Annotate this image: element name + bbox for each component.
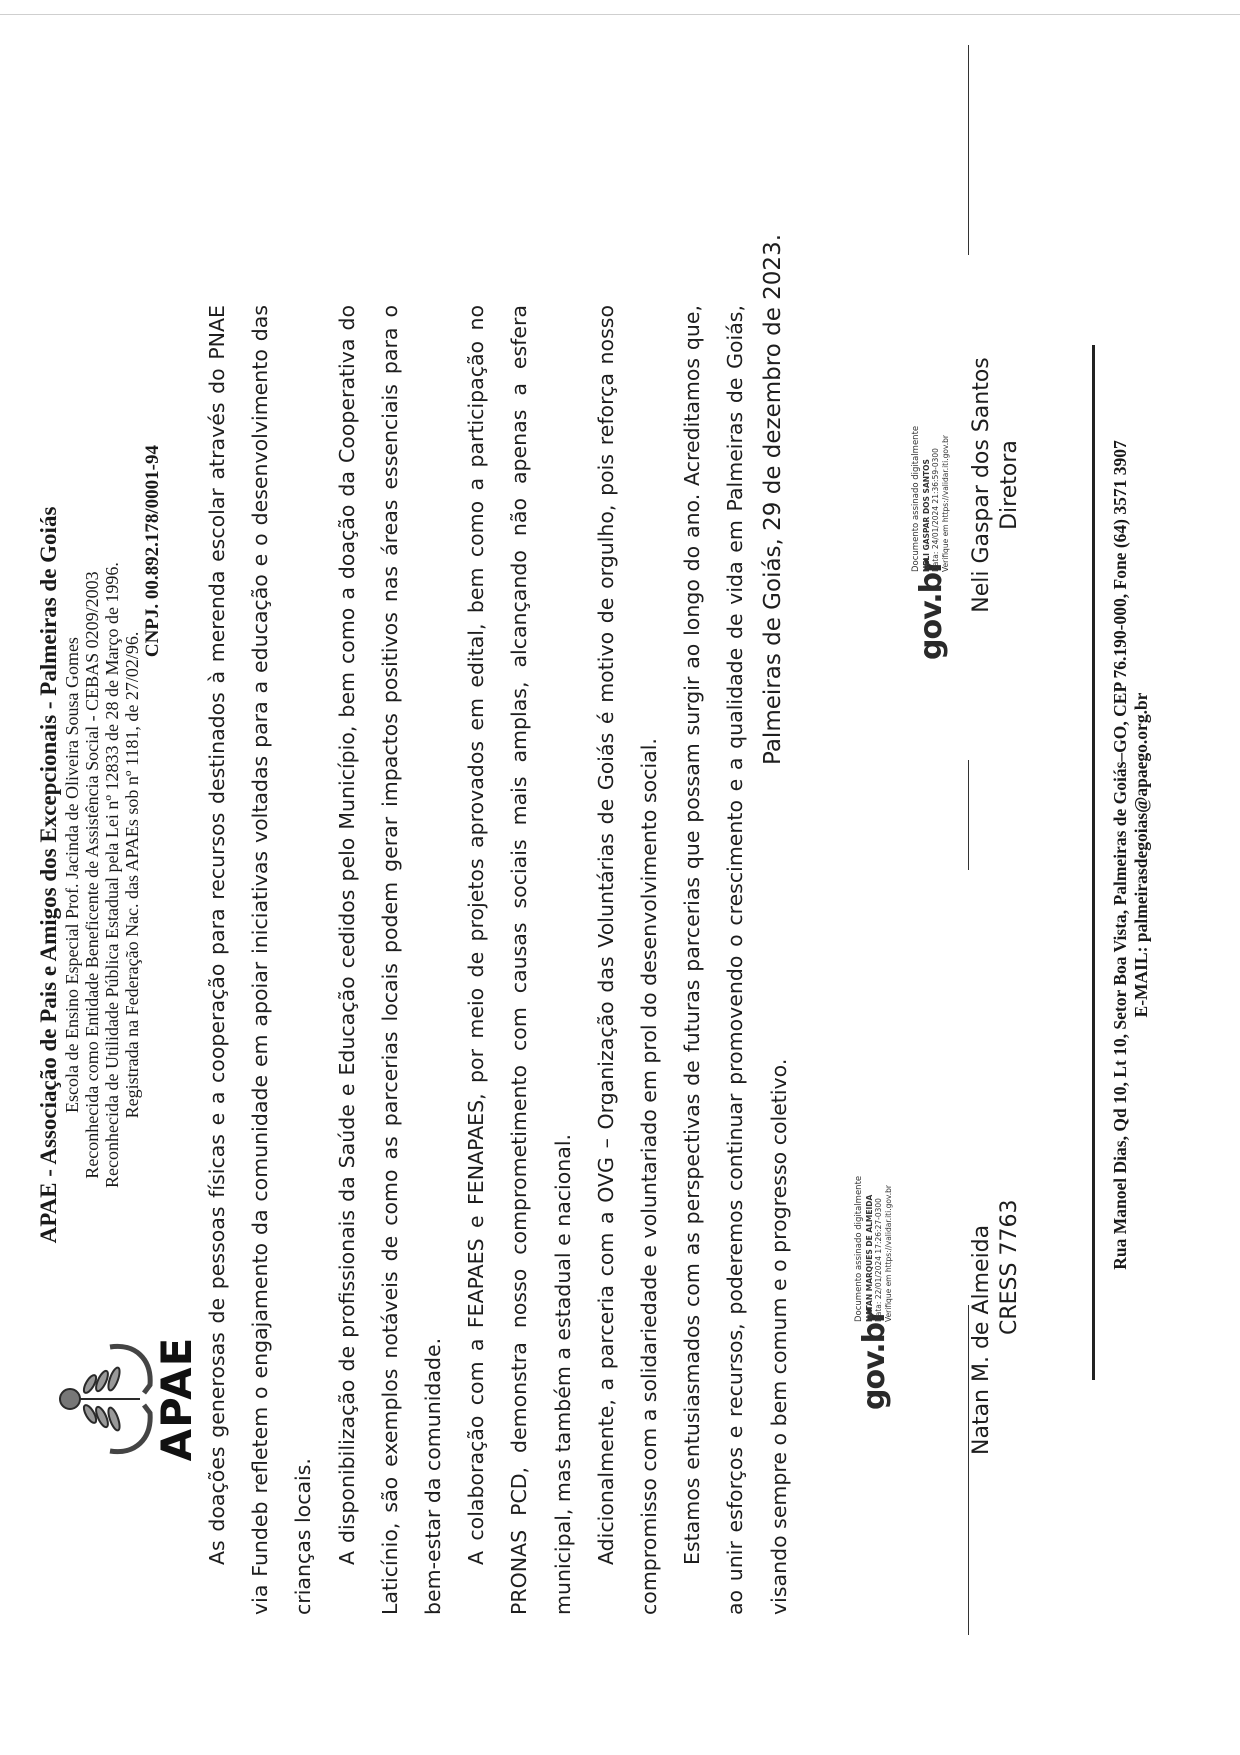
signer-left-block xyxy=(968,1075,1024,1455)
digital-signature-details: Documento assinado digitalmente NATAN MARQUES DE ALMEIDA Data: 22/01/2024 17:26:27-0300 Verifique em https://validar.iti.gov.br xyxy=(854,1175,893,1322)
logo-wordmark: APAE xyxy=(152,1336,201,1462)
letterhead xyxy=(36,435,164,1315)
footer-address: Rua Manoel Dias, Qd 10, Lt 10, Setor Boa Vista, Palmeiras de Goiás–GO, CEP 76.190-000, Fone (64) 3571 3907 xyxy=(1110,440,1130,1270)
org-name: APAE - Associação de Pais e Amigos dos Excepcionais - Palmeiras de Goiás xyxy=(36,506,61,1244)
signature-line-right-part xyxy=(968,760,969,870)
place-and-date: Palmeiras de Goiás, 29 de dezembro de 2023. xyxy=(760,233,786,765)
cnpj: CNPJ. 00.892.178/0001-94 xyxy=(142,445,163,658)
signer-registration: CRESS 7763 xyxy=(997,1199,1022,1335)
digital-signature-details: Documento assinado digitalmente NELI GASPAR DOS SANTOS Data: 24/01/2024 21:36:59-0300 Verifique em https://validar.iti.gov.br xyxy=(911,425,950,572)
signature-line-right-part xyxy=(968,45,969,255)
signer-name: Neli Gaspar dos Santos xyxy=(969,357,994,613)
body-paragraph: As doações generosas de pessoas físicas e a cooperação para recursos destinados à merenda escolar através do PNAE via Fundeb refletem o engajamento da comunidade em apoiar iniciativas voltadas para a educação e o desenvolvimento das crianças locais. xyxy=(205,305,316,1615)
footer xyxy=(1110,255,1152,1455)
footer-rule xyxy=(1092,345,1095,1380)
body-paragraph: Estamos entusiasmados com as perspectivas de futuras parcerias que possam surgir ao longo do ano. Acreditamos que, ao unir esforços e recursos, poderemos continuar promovendo o crescimento e a qualidade de vida em Palmeiras de Goiás, visando sempre o bem comum e o progresso coletivo. xyxy=(680,305,791,1615)
body-paragraph: A colaboração com a FEAPAES e FENAPAES, por meio de projetos aprovados em edital, bem como a participação no PRONAS PCD, demonstra nosso comprometimento com causas sociais mais amplas, alcançando não apenas a esfera municipal, mas também a estadual e nacional. xyxy=(464,305,575,1615)
signer-right-block xyxy=(968,315,1024,655)
govbr-logo-icon: gov.br xyxy=(914,559,949,660)
govbr-signature-stamp-right xyxy=(912,360,956,660)
letterhead-line: Reconhecida de Utilidade Pública Estadual pela Lei nº 12833 de 28 de Março de 1996. xyxy=(102,562,122,1188)
body-paragraph: Adicionalmente, a parceria com a OVG – Organização das Voluntárias de Goiás é motivo de orgulho, pois reforça nosso compromisso com a solidariedade e voluntariado em prol do desenvolvimento social. xyxy=(593,305,662,1615)
signer-name: Natan M. de Almeida xyxy=(969,1224,994,1455)
letterhead-line: Escola de Ensino Especial Prof. Jacinda de Oliveira Sousa Gomes xyxy=(62,637,82,1113)
letter-body xyxy=(196,305,801,1615)
govbr-logo-icon: gov.br xyxy=(857,1309,892,1410)
signer-role: Diretora xyxy=(997,440,1022,530)
footer-email: E-MAIL: palmeirasdegoias@apaego.org.br xyxy=(1131,692,1151,1018)
govbr-signature-stamp-left xyxy=(855,1110,899,1410)
letterhead-line: Reconhecida como Entidade Beneficente de Assistência Social - CEBAS 0209/2003 xyxy=(82,571,102,1179)
body-paragraph: A disponibilização de profissionais da Saúde e Educação cedidos pelo Município, bem como a doação da Cooperativa do Laticínio, são exemplos notáveis de como as parcerias locais podem gerar impactos positivos nas áreas essenciais para o bem-estar da comunidade. xyxy=(334,305,446,1615)
letterhead-line: Registrada na Federação Nac. das APAEs sob nº 1181, de 27/02/96. xyxy=(122,631,142,1119)
